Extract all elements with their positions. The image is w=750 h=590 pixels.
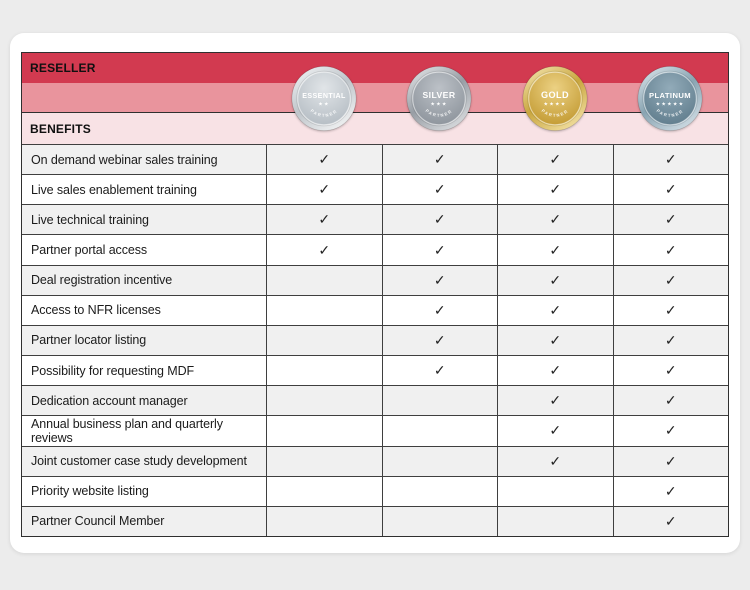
check-cell-essential — [266, 235, 382, 264]
checkmark-icon: ✓ — [433, 211, 446, 228]
benefit-label: Joint customer case study development — [31, 454, 247, 469]
check-cell-platinum — [613, 416, 729, 445]
table-row — [22, 265, 728, 295]
checkmark-icon: ✓ — [549, 241, 562, 258]
benefit-label: Access to NFR licenses — [31, 303, 161, 318]
check-cell-platinum — [613, 326, 729, 355]
check-cell-gold — [497, 145, 613, 174]
check-cell-gold — [497, 447, 613, 476]
check-cell-essential — [266, 356, 382, 385]
svg-text:★★★: ★★★ — [430, 101, 448, 108]
check-cell-essential — [266, 145, 382, 174]
checkmark-icon: ✓ — [664, 301, 677, 318]
checkmark-icon: ✓ — [664, 211, 677, 228]
check-cell-platinum — [613, 477, 729, 506]
table-row — [22, 325, 728, 355]
checkmark-icon: ✓ — [433, 271, 446, 288]
benefits-header-band — [22, 113, 728, 144]
check-cell-silver — [382, 326, 498, 355]
check-cell-gold — [497, 416, 613, 445]
benefit-label: Partner portal access — [31, 243, 148, 258]
checkmark-icon: ✓ — [549, 452, 562, 469]
svg-text:PARTNER: PARTNER — [540, 108, 570, 118]
svg-text:PARTNER: PARTNER — [655, 108, 685, 118]
check-cell-gold — [497, 386, 613, 415]
check-cell-silver — [382, 416, 498, 445]
svg-text:PARTNER: PARTNER — [309, 108, 339, 118]
tier-badge-silver — [407, 66, 472, 131]
check-cell-gold — [497, 175, 613, 204]
check-cell-essential — [266, 477, 382, 506]
checkmark-icon: ✓ — [549, 271, 562, 288]
check-cell-gold — [497, 477, 613, 506]
checkmark-icon: ✓ — [664, 241, 677, 258]
check-cell-silver — [382, 386, 498, 415]
checkmark-icon: ✓ — [549, 331, 562, 348]
checkmark-icon: ✓ — [664, 181, 677, 198]
svg-text:★★★★: ★★★★ — [543, 101, 567, 108]
table-row — [22, 204, 728, 234]
check-cell-gold — [497, 235, 613, 264]
platinum-medal-icon — [638, 66, 703, 131]
tier-badge-gold — [522, 66, 587, 131]
benefit-rows — [22, 144, 728, 536]
table-row — [22, 174, 728, 204]
benefit-label: Possibility for requesting MDF — [31, 363, 195, 378]
table-row — [22, 476, 728, 506]
check-cell-silver — [382, 205, 498, 234]
svg-text:GOLD: GOLD — [540, 89, 569, 100]
checkmark-icon: ✓ — [433, 151, 446, 168]
checkmark-icon: ✓ — [549, 362, 562, 379]
check-cell-gold — [497, 356, 613, 385]
check-cell-platinum — [613, 447, 729, 476]
checkmark-icon: ✓ — [549, 211, 562, 228]
checkmark-icon: ✓ — [664, 271, 677, 288]
table-row — [22, 234, 728, 264]
table-row — [22, 295, 728, 325]
check-cell-platinum — [613, 296, 729, 325]
table-row — [22, 415, 728, 445]
tier-badge-platinum — [638, 66, 703, 131]
check-cell-essential — [266, 205, 382, 234]
check-cell-platinum — [613, 235, 729, 264]
checkmark-icon: ✓ — [664, 362, 677, 379]
checkmark-icon: ✓ — [549, 151, 562, 168]
check-cell-platinum — [613, 205, 729, 234]
checkmark-icon: ✓ — [664, 422, 677, 439]
benefit-label: Deal registration incentive — [31, 273, 173, 288]
benefit-label: Live sales enablement training — [31, 182, 197, 197]
check-cell-silver — [382, 266, 498, 295]
checkmark-icon: ✓ — [664, 392, 677, 409]
checkmark-icon: ✓ — [549, 422, 562, 439]
checkmark-icon: ✓ — [318, 241, 331, 258]
check-cell-platinum — [613, 175, 729, 204]
check-cell-platinum — [613, 386, 729, 415]
check-cell-silver — [382, 356, 498, 385]
check-cell-essential — [266, 326, 382, 355]
benefit-label: Partner locator listing — [31, 333, 147, 348]
benefit-label: Priority website listing — [31, 484, 149, 499]
svg-text:PARTNER: PARTNER — [424, 108, 454, 118]
benefit-label: Partner Council Member — [31, 514, 165, 529]
checkmark-icon: ✓ — [549, 181, 562, 198]
table-row — [22, 385, 728, 415]
benefits-table — [21, 52, 729, 537]
svg-text:★★: ★★ — [317, 101, 330, 108]
checkmark-icon: ✓ — [549, 392, 562, 409]
check-cell-essential — [266, 507, 382, 536]
check-cell-silver — [382, 175, 498, 204]
benefits-label: BENEFITS — [30, 121, 91, 136]
check-cell-platinum — [613, 507, 729, 536]
table-row — [22, 446, 728, 476]
check-cell-silver — [382, 235, 498, 264]
tier-badge-essential — [291, 66, 356, 131]
checkmark-icon: ✓ — [433, 301, 446, 318]
check-cell-gold — [497, 296, 613, 325]
table-row — [22, 506, 728, 536]
check-cell-platinum — [613, 356, 729, 385]
check-cell-essential — [266, 175, 382, 204]
table-row — [22, 355, 728, 385]
check-cell-gold — [497, 266, 613, 295]
svg-text:ESSENTIAL: ESSENTIAL — [302, 91, 346, 100]
checkmark-icon: ✓ — [664, 512, 677, 529]
svg-text:★★★★★: ★★★★★ — [655, 101, 685, 108]
svg-text:SILVER: SILVER — [422, 89, 456, 100]
checkmark-icon: ✓ — [318, 151, 331, 168]
checkmark-icon: ✓ — [433, 241, 446, 258]
checkmark-icon: ✓ — [664, 151, 677, 168]
check-cell-essential — [266, 447, 382, 476]
checkmark-icon: ✓ — [549, 301, 562, 318]
essential-medal-icon — [291, 66, 356, 131]
reseller-label: RESELLER — [30, 61, 96, 75]
benefit-label: Dedication account manager — [31, 393, 188, 408]
check-cell-silver — [382, 296, 498, 325]
svg-text:PLATINUM: PLATINUM — [649, 90, 692, 100]
checkmark-icon: ✓ — [664, 331, 677, 348]
check-cell-essential — [266, 386, 382, 415]
partner-program-card — [10, 33, 740, 553]
checkmark-icon: ✓ — [664, 482, 677, 499]
checkmark-icon: ✓ — [433, 331, 446, 348]
check-cell-gold — [497, 326, 613, 355]
gold-medal-icon — [522, 66, 587, 131]
check-cell-platinum — [613, 266, 729, 295]
check-cell-gold — [497, 507, 613, 536]
checkmark-icon: ✓ — [433, 181, 446, 198]
benefit-label: Annual business plan and quarterly reviews — [31, 416, 223, 445]
check-cell-silver — [382, 477, 498, 506]
checkmark-icon: ✓ — [318, 211, 331, 228]
checkmark-icon: ✓ — [664, 452, 677, 469]
tier-medal-band — [22, 83, 728, 113]
check-cell-essential — [266, 266, 382, 295]
check-cell-platinum — [613, 145, 729, 174]
benefit-label: Live technical training — [31, 212, 149, 227]
check-cell-gold — [497, 205, 613, 234]
check-cell-essential — [266, 296, 382, 325]
checkmark-icon: ✓ — [318, 181, 331, 198]
checkmark-icon: ✓ — [433, 362, 446, 379]
benefit-label: On demand webinar sales training — [31, 152, 218, 167]
check-cell-essential — [266, 416, 382, 445]
check-cell-silver — [382, 507, 498, 536]
silver-medal-icon — [407, 66, 472, 131]
reseller-header-band — [22, 53, 728, 83]
check-cell-silver — [382, 447, 498, 476]
check-cell-silver — [382, 145, 498, 174]
table-row — [22, 144, 728, 174]
